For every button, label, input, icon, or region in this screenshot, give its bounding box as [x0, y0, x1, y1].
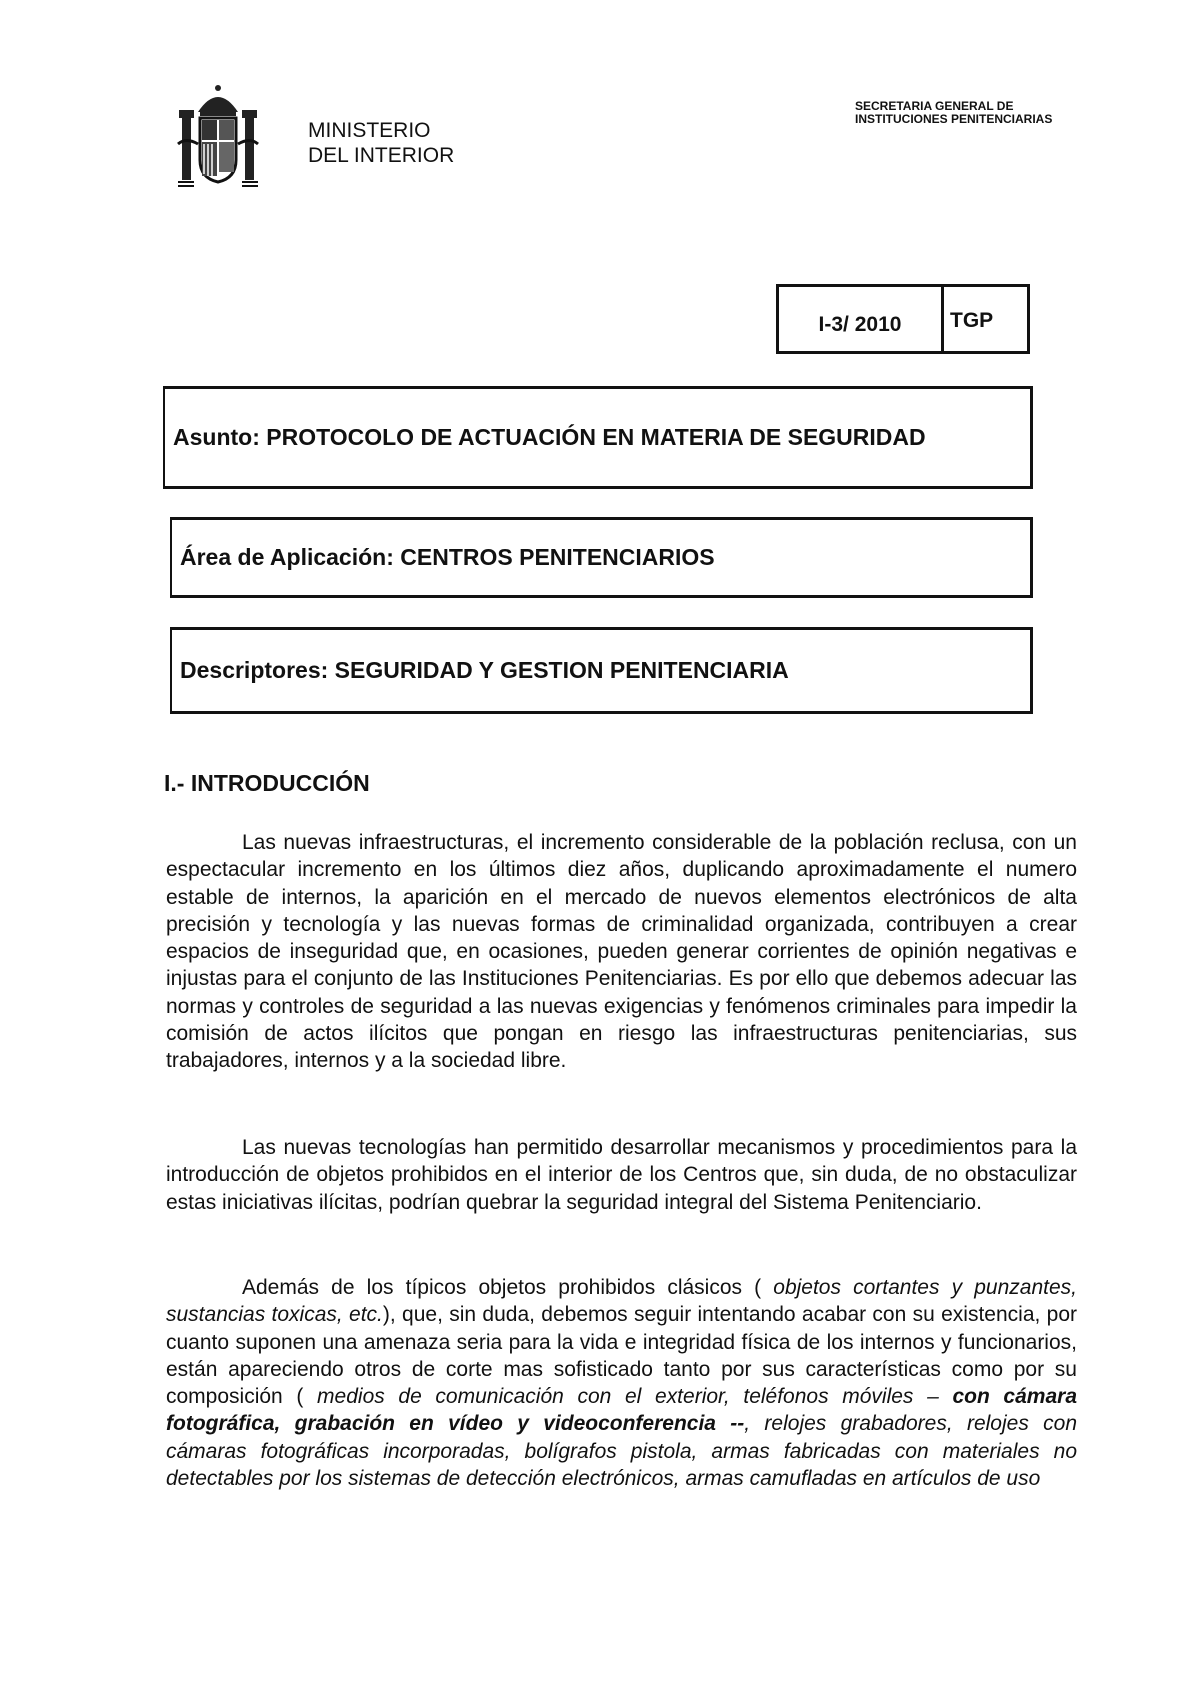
- paragraph-text: Las nuevas tecnologías han permitido desarrollar mecanismos y procedimientos para la introducción de objetos prohibidos en el interior de los Centros que, sin duda, de no obstaculizar estas iniciativas ilícitas, podrían quebrar la seguridad integral del Sistema Penitenciario.: [166, 1136, 1077, 1214]
- ministry-line-1: MINISTERIO: [308, 119, 431, 142]
- italic-run: objetos cortantes y punzantes, sustancias toxicas, etc.: [166, 1276, 1077, 1327]
- subject-text: Asunto: PROTOCOLO DE ACTUACIÓN EN MATERIA DE SEGURIDAD: [173, 424, 926, 450]
- section-title: I.- INTRODUCCIÓN: [164, 770, 370, 796]
- secretaria-name: [855, 100, 1052, 126]
- paragraph-text: Las nuevas infraestructuras, el incremento considerable de la población reclusa, con un espectacular incremento en los últimos diez años, duplicando aproximadamente el numero estable de internos, la aparición en el mercado de nuevos elementos electrónicos de alta precisión y tecnología y las nuevas formas de criminalidad organizada, contribuyen a crear espacios de inseguridad que, en ocasiones, pueden generar corrientes de opinión negativas e injustas para el conjunto de las Instituciones Penitenciarias. Es por ello que debemos adecuar las normas y controles de seguridad a las nuevas exigencias y fenómenos criminales para impedir la comisión de actos ilícitos que pongan en riesgo las infraestructuras penitenciarias, sus trabajadores, internos y a la sociedad libre.: [166, 831, 1077, 1073]
- spanish-coat-of-arms-icon: [176, 82, 260, 192]
- ministry-name: [308, 118, 454, 168]
- paragraph-text: [166, 1274, 1077, 1492]
- subject-box: [163, 386, 1033, 489]
- reference-department: TGP: [950, 309, 994, 332]
- ministry-line-2: DEL INTERIOR: [308, 144, 455, 167]
- secretaria-line-2: INSTITUCIONES PENITENCIARIAS: [855, 112, 1053, 126]
- text-run: ), que, sin duda, debemos seguir intentando acabar con su existencia, por cuanto suponen una amenaza seria para la vida e integridad física de los internos y funcionarios, están apareciendo otros de corte mas sofisticado tanto por sus características como por su composición (: [166, 1303, 1077, 1409]
- secretaria-line-1: SECRETARIA GENERAL DE: [855, 99, 1014, 113]
- reference-box: [776, 284, 1030, 354]
- italic-run: medios de comunicación con el exterior, teléfonos móviles –: [317, 1385, 953, 1409]
- italic-run: , relojes grabadores, relojes con cámaras fotográficas incorporadas, bolígrafos pistola, armas fabricadas con materiales no detectables por los sistemas de detección electrónicos, armas camufladas en artículos de uso: [166, 1412, 1077, 1491]
- bold-italic-run: con cámara fotográfica, grabación en vídeo y videoconferencia --: [166, 1385, 1077, 1436]
- text-run: Además de los típicos objetos prohibidos clásicos (: [242, 1276, 774, 1299]
- application-area-text: Área de Aplicación: CENTROS PENITENCIARIOS: [180, 544, 715, 570]
- body-paragraph-3: [166, 1274, 1077, 1492]
- application-area-box: [170, 517, 1033, 598]
- body-paragraph-2: [166, 1134, 1077, 1216]
- reference-code: I-3/ 2010: [779, 287, 944, 351]
- body-paragraph-1: [166, 829, 1077, 1075]
- descriptors-box: [170, 627, 1033, 714]
- descriptors-text: Descriptores: SEGURIDAD Y GESTION PENITENCIARIA: [180, 657, 789, 683]
